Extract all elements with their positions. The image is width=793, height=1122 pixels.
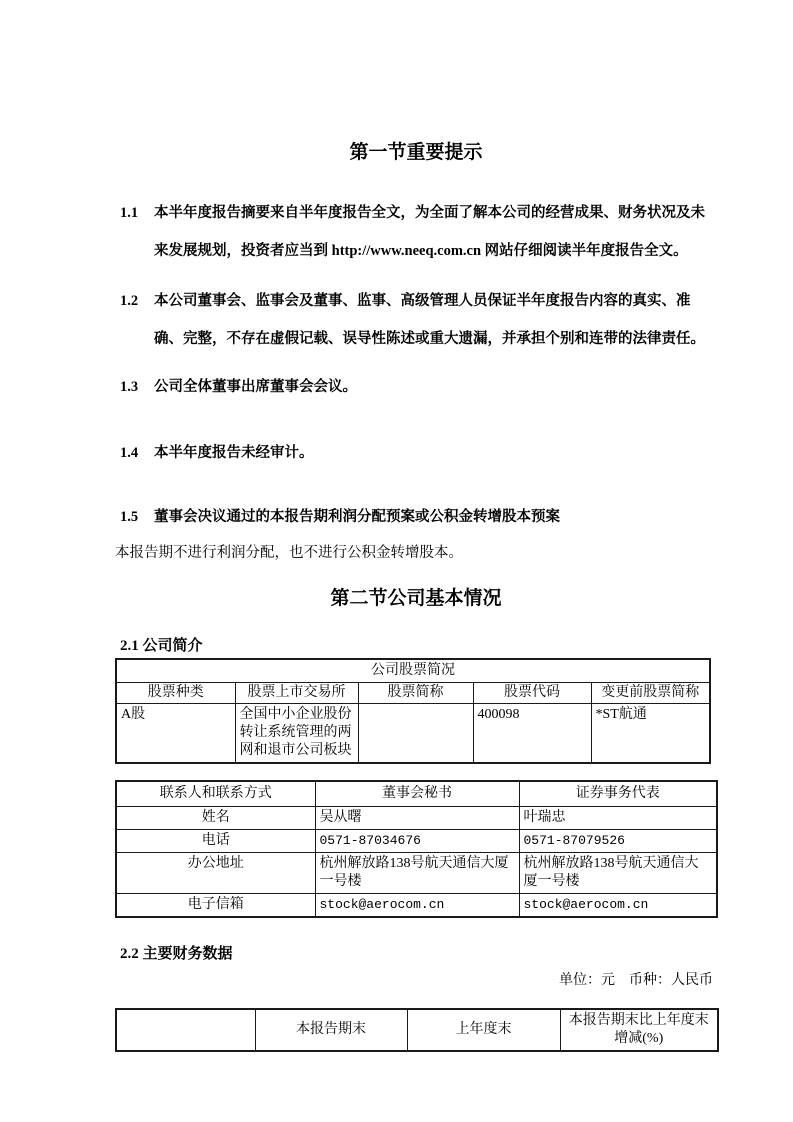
profit-distribution-note: 本报告期不进行利润分配，也不进行公积金转增股本。 — [115, 545, 463, 561]
table-header-row — [116, 781, 717, 807]
statement-text: 公司全体董事出席董事会会议。 — [154, 379, 357, 395]
currency-unit-note: 单位：元 币种：人民币 — [559, 973, 713, 988]
statement-1-1 — [120, 194, 717, 270]
cell-secretary-email: stock@aerocom.cn — [315, 894, 519, 918]
cell-rep-phone: 0571-87079526 — [519, 830, 717, 853]
cell-prev-name: *ST航通 — [591, 704, 710, 764]
financial-data-table — [115, 1008, 719, 1052]
table-header-row — [116, 1009, 718, 1051]
cell-short-name — [358, 704, 473, 764]
company-profile-heading: 2.1 公司简介 — [120, 638, 203, 654]
statement-number: 1.1 — [120, 205, 139, 221]
col-header-stock-type: 股票种类 — [116, 683, 235, 704]
col-header-prev-name: 变更前股票简称 — [591, 683, 710, 704]
report-content — [115, 0, 717, 1052]
col-header-short-name: 股票简称 — [358, 683, 473, 704]
row-label: 电话 — [116, 830, 315, 853]
cell-secretary-name: 吴从曙 — [315, 807, 519, 830]
col-header-contact: 联系人和联系方式 — [116, 781, 315, 807]
statement-text: 本半年度报告摘要来自半年度报告全文，为全面了解本公司的经营成果、财务状况及未来发展规划，投资者应当到 http://www.neeq.com.cn 网站仔细阅读半年度报告全文。 — [154, 205, 705, 259]
table-caption-row — [116, 659, 710, 683]
cell-rep-name: 叶瑞忠 — [519, 807, 717, 830]
statement-text: 董事会决议通过的本报告期利润分配预案或公积金转增股本预案 — [154, 509, 560, 525]
table-row-phone — [116, 830, 717, 853]
cell-stock-type: A股 — [116, 704, 235, 764]
statement-1-2 — [120, 282, 717, 358]
row-label: 电子信箱 — [116, 894, 315, 918]
col-header-empty — [116, 1009, 255, 1051]
financial-data-heading: 2.2 主要财务数据 — [120, 946, 233, 962]
stock-overview-table — [115, 658, 711, 764]
table-row-address — [116, 853, 717, 894]
statement-1-4 — [120, 434, 717, 472]
cell-rep-email: stock@aerocom.cn — [519, 894, 717, 918]
row-label: 办公地址 — [116, 853, 315, 894]
table-header-row — [116, 683, 710, 704]
cell-secretary-address: 杭州解放路138号航天通信大厦一号楼 — [315, 853, 519, 894]
cell-secretary-phone: 0571-87034676 — [315, 830, 519, 853]
section2-title: 第二节公司基本情况 — [330, 588, 502, 609]
col-header-board-secretary: 董事会秘书 — [315, 781, 519, 807]
col-header-securities-rep: 证券事务代表 — [519, 781, 717, 807]
stock-table-caption: 公司股票简况 — [116, 659, 710, 683]
statement-number: 1.4 — [120, 445, 139, 461]
table-row-name — [116, 807, 717, 830]
table-row — [116, 704, 710, 764]
contact-table — [115, 780, 718, 918]
table-row-email — [116, 894, 717, 918]
statement-number: 1.3 — [120, 379, 139, 395]
col-header-prior-year-end: 上年度末 — [407, 1009, 560, 1051]
col-header-change-percent: 本报告期末比上年度末增减(%) — [560, 1009, 718, 1051]
cell-exchange: 全国中小企业股份转让系统管理的两网和退市公司板块 — [235, 704, 358, 764]
col-header-exchange: 股票上市交易所 — [235, 683, 358, 704]
col-header-current-period-end: 本报告期末 — [255, 1009, 407, 1051]
statement-number: 1.5 — [120, 509, 139, 525]
cell-stock-code: 400098 — [473, 704, 591, 764]
statement-1-5 — [120, 498, 717, 536]
statement-1-3 — [120, 368, 717, 406]
cell-rep-address: 杭州解放路138号航天通信大厦一号楼 — [519, 853, 717, 894]
col-header-stock-code: 股票代码 — [473, 683, 591, 704]
statement-text: 本半年度报告未经审计。 — [154, 445, 314, 461]
statement-text: 本公司董事会、监事会及董事、监事、高级管理人员保证半年度报告内容的真实、准确、完整，不存在虚假记载、误导性陈述或重大遗漏，并承担个别和连带的法律责任。 — [154, 293, 705, 347]
row-label: 姓名 — [116, 807, 315, 830]
section1-title: 第一节重要提示 — [349, 142, 483, 163]
statement-number: 1.2 — [120, 293, 139, 309]
